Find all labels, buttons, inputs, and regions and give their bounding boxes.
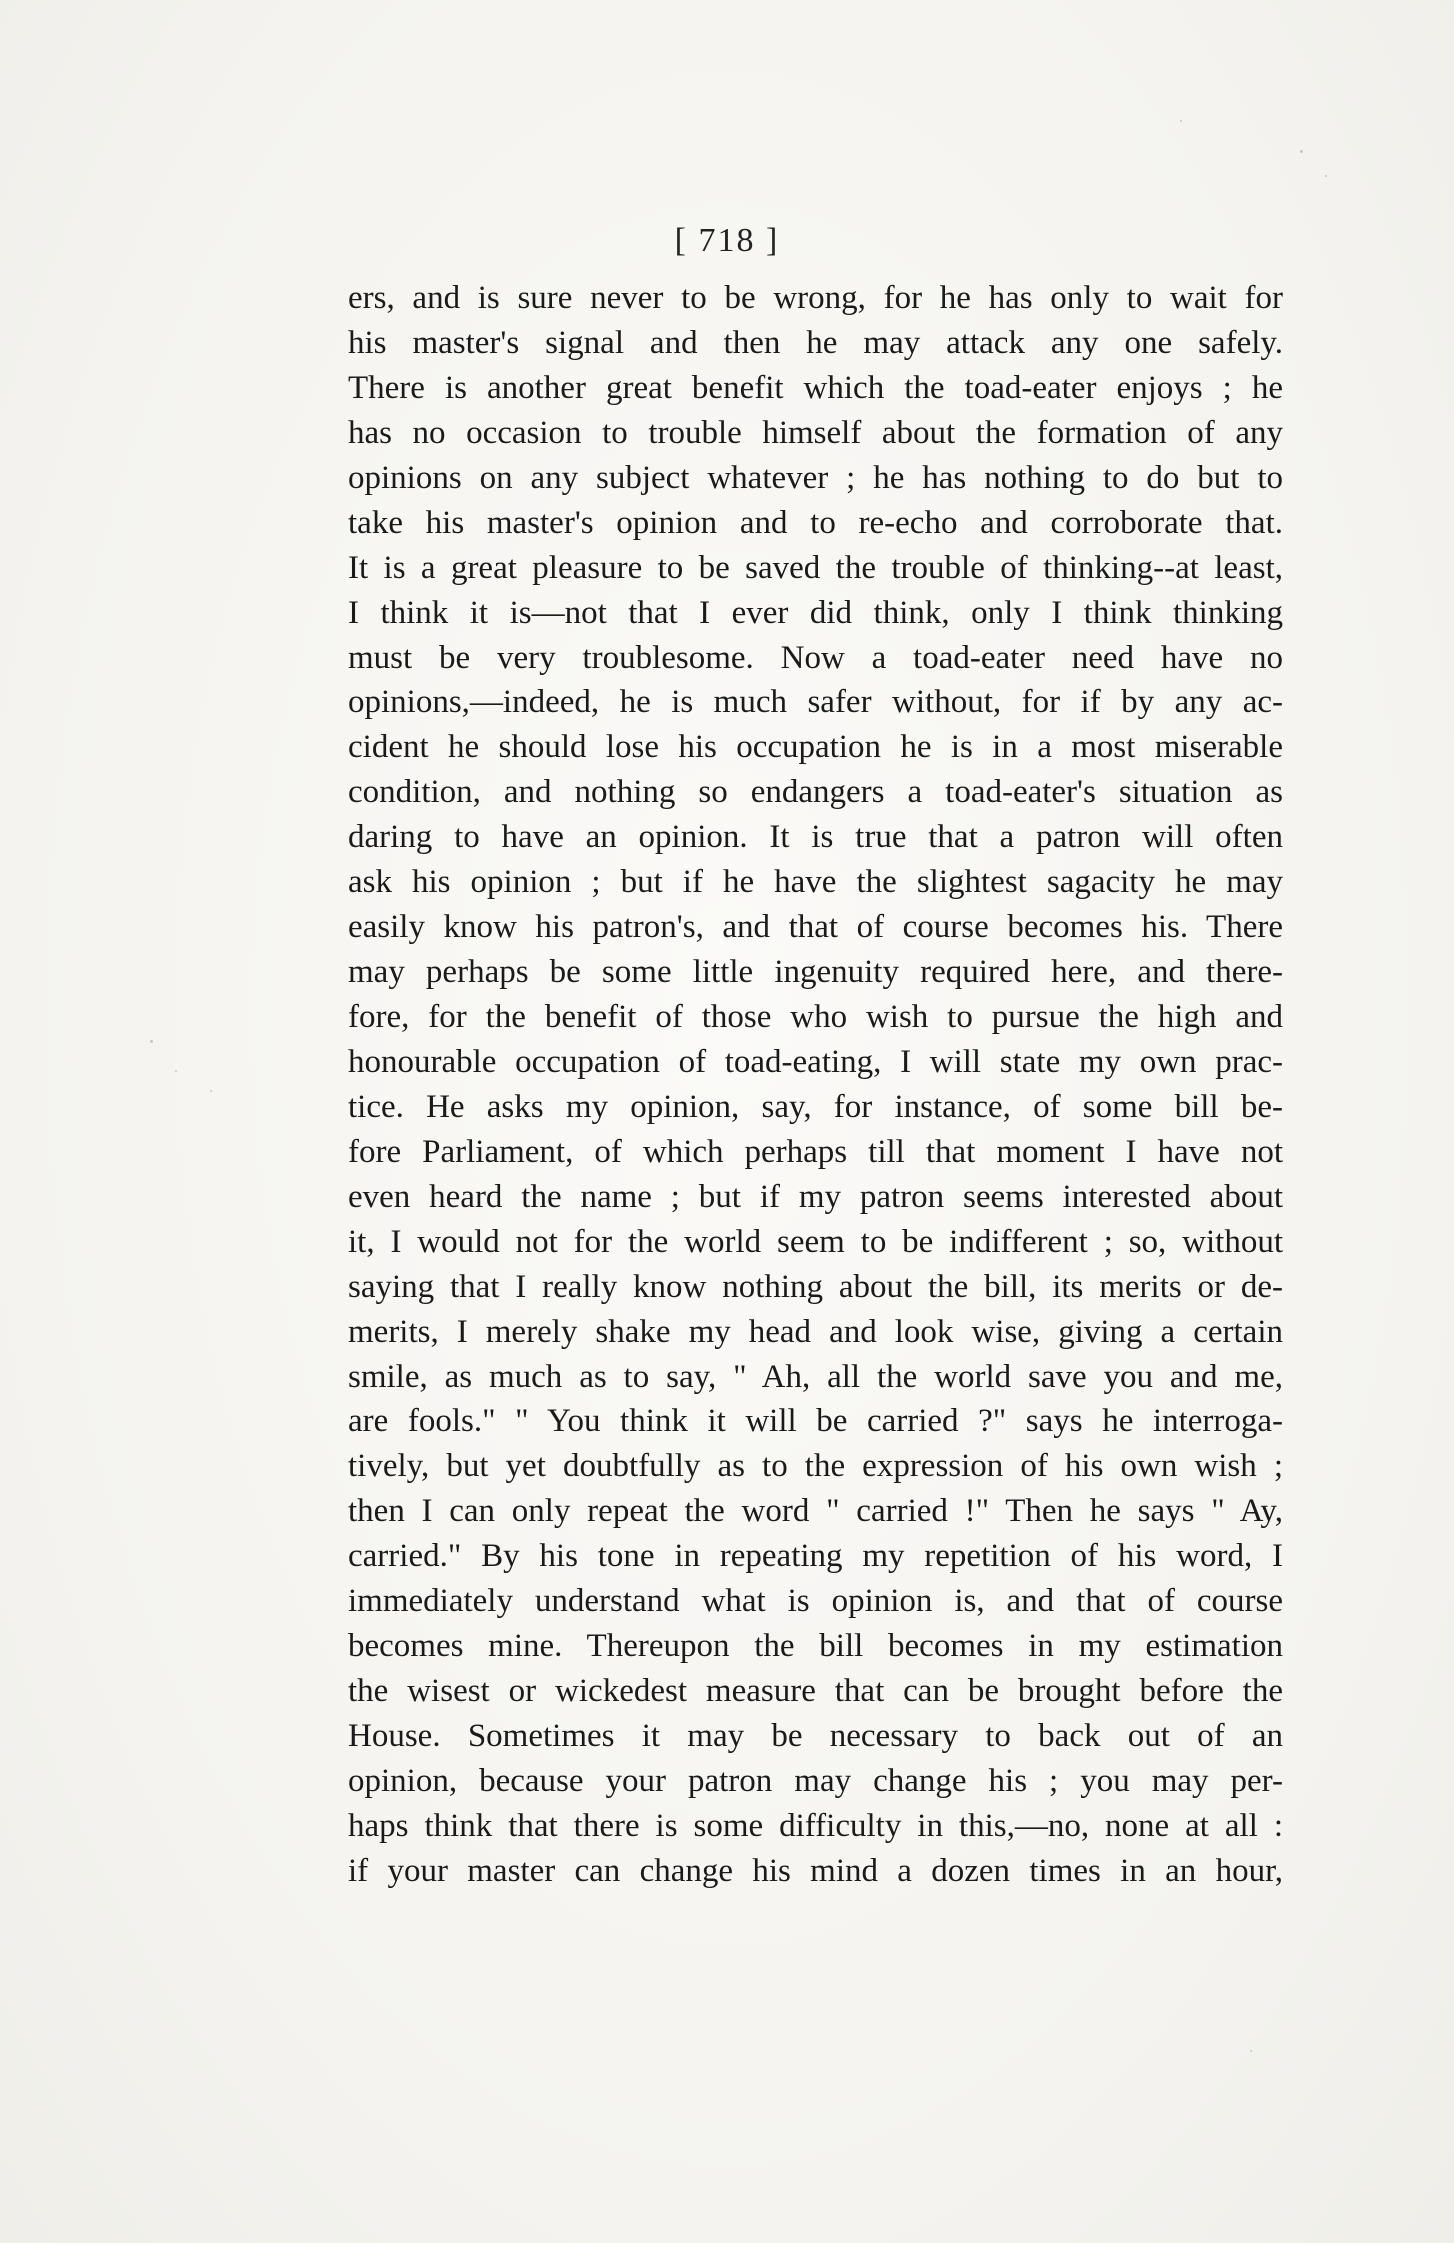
text-line: There is another great benefit which the toad-eater enjoys ; he <box>348 369 1283 406</box>
text-line: becomes mine. Thereupon the bill becomes in my estimation <box>348 1628 1283 1665</box>
text-line: opinions,—indeed, he is much safer without, for if by any ac- <box>348 684 1283 721</box>
text-line: fore, for the benefit of those who wish to pursue the high and <box>348 999 1283 1035</box>
paper-speck <box>1300 150 1303 153</box>
text-line: immediately understand what is opinion is, and that of course <box>348 1583 1283 1620</box>
text-line: I think it is—not that I ever did think, only I think thinking <box>348 594 1283 631</box>
text-line: condition, and nothing so endangers a toad-eater's situation as <box>348 774 1283 811</box>
text-line: fore Parliament, of which perhaps till that moment I have not <box>348 1133 1283 1170</box>
text-line: carried." By his tone in repeating my repetition of his word, I <box>348 1538 1283 1575</box>
text-line: has no occasion to trouble himself about the formation of any <box>348 414 1283 451</box>
text-line: honourable occupation of toad-eating, I will state my own prac- <box>348 1043 1283 1080</box>
text-line: cident he should lose his occupation he is in a most miserable <box>348 729 1283 766</box>
text-line: daring to have an opinion. It is true that a patron will often <box>348 819 1283 856</box>
text-line: must be very troublesome. Now a toad-eater need have no <box>348 639 1283 676</box>
text-line: ers, and is sure never to be wrong, for he has only to wait for <box>348 280 1283 316</box>
paper-speck <box>150 1040 153 1043</box>
paper-speck <box>1325 175 1327 177</box>
text-line: may perhaps be some little ingenuity required here, and there- <box>348 954 1283 991</box>
text-line: then I can only repeat the word " carried !" Then he says " Ay, <box>348 1493 1283 1530</box>
body-text <box>348 276 1283 1894</box>
text-line: House. Sometimes it may be necessary to back out of an <box>348 1718 1283 1754</box>
text-line: haps think that there is some difficulty in this,—no, none at all : <box>348 1807 1283 1844</box>
text-line: his master's signal and then he may attack any one safely. <box>348 324 1283 361</box>
text-line: the wisest or wickedest measure that can be brought before the <box>348 1673 1283 1710</box>
text-line: take his master's opinion and to re-echo and corroborate that. <box>348 504 1283 541</box>
text-line: even heard the name ; but if my patron seems interested about <box>348 1178 1283 1215</box>
paper-speck <box>1250 2050 1252 2052</box>
text-line: tice. He asks my opinion, say, for instance, of some bill be- <box>348 1088 1283 1125</box>
text-line: it, I would not for the world seem to be indifferent ; so, without <box>348 1223 1283 1260</box>
text-line: ask his opinion ; but if he have the slightest sagacity he may <box>348 864 1283 901</box>
text-line: smile, as much as to say, " Ah, all the world save you and me, <box>348 1358 1283 1395</box>
paper-speck <box>1180 120 1182 122</box>
paper-speck <box>210 1090 212 1092</box>
text-line: merits, I merely shake my head and look wise, giving a certain <box>348 1313 1283 1350</box>
text-line: easily know his patron's, and that of course becomes his. There <box>348 909 1283 946</box>
text-line: It is a great pleasure to be saved the trouble of thinking--at least, <box>348 549 1283 586</box>
text-line: saying that I really know nothing about the bill, its merits or de- <box>348 1268 1283 1305</box>
page-number: [ 718 ] <box>674 222 780 259</box>
paper-speck <box>175 1070 177 1072</box>
text-line: if your master can change his mind a dozen times in an hour, <box>348 1852 1283 1889</box>
text-line: tively, but yet doubtfully as to the expression of his own wish ; <box>348 1448 1283 1485</box>
text-line: opinions on any subject whatever ; he has nothing to do but to <box>348 459 1283 496</box>
text-line: opinion, because your patron may change his ; you may per- <box>348 1762 1283 1799</box>
text-line: are fools." " You think it will be carried ?" says he interroga- <box>348 1403 1283 1440</box>
